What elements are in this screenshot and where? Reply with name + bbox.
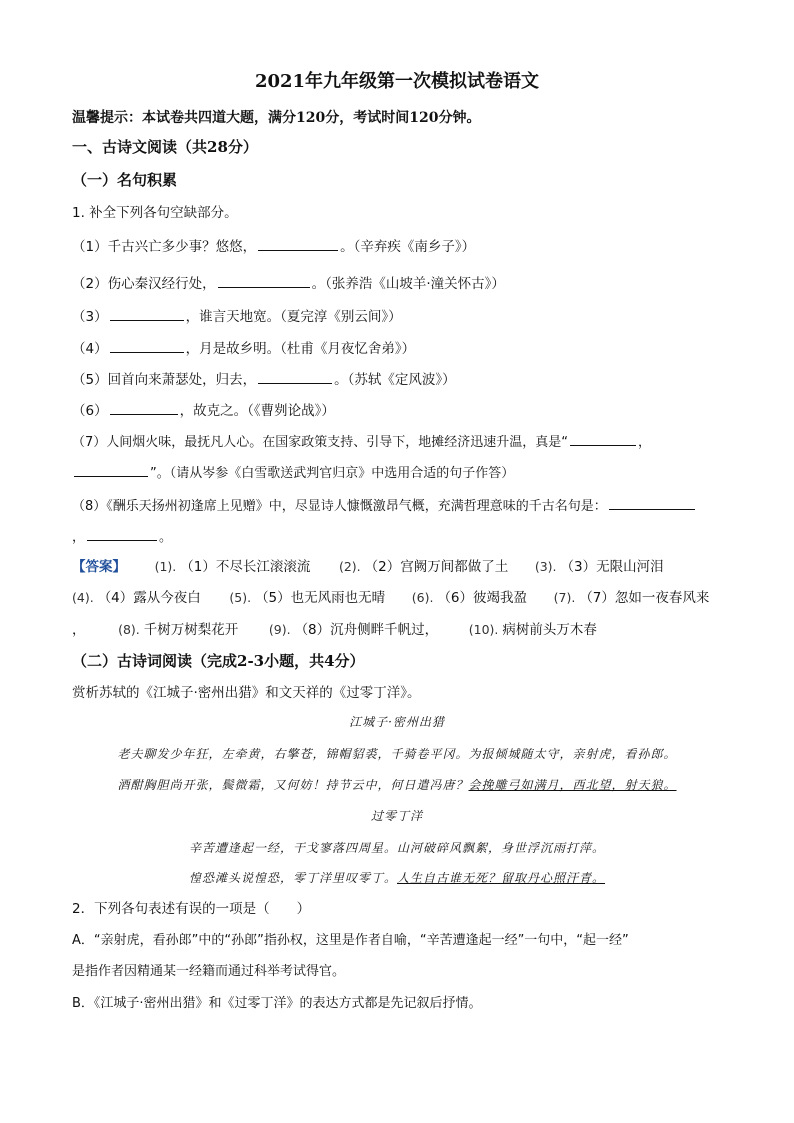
answer-number: (2). [338,559,361,574]
item-text: （5）回首向来萧瑟处，归去， [72,372,257,388]
poem-1-title: 江城子·密州出猎 [349,715,445,729]
answer-number: (9). [268,622,291,637]
answer-label: 【答案】 [72,559,126,575]
question-1-item-1 [72,236,475,257]
item-text: （1）千古兴亡多少事？悠悠， [72,239,257,255]
question-1-item-4 [72,338,415,359]
answer-text: （8）沉舟侧畔千帆过， [294,622,439,638]
answer-blank[interactable] [110,338,184,353]
question-2-stem: 2．下列各句表述有误的一项是（ ） [72,901,311,917]
question-2-option-a-cont: 是指作者因精通某一经籍而通过科举考试得官。 [72,964,346,979]
question-1-stem: 1. 补全下列各句空缺部分。 [72,205,238,221]
answer-blank[interactable] [218,273,310,288]
answer-number: (3). [534,559,557,574]
answer-number: (4). [72,590,94,605]
answer-blank[interactable] [110,400,178,415]
answer-blank[interactable] [258,236,338,251]
question-1-item-3 [72,306,402,327]
item-source: 。（张养浩《山坡羊·潼关怀古》） [311,276,505,292]
answer-text: （2）宫阙万间都做了土 [364,559,509,575]
item-text: （3） [72,309,108,325]
item-source: ，谁言天地宽。（夏完淳《别云间》） [185,309,402,325]
question-2-option-a[interactable]: A．“亲射虎，看孙郎”中的“孙郎”指孙权，这里是作者自喻，“辛苦遭逢起一经”一句中，“起一经” [72,933,629,948]
item-text: （2）伤心秦汉经行处， [72,276,216,292]
item-source: ”。（请从岑参《白雪歌送武判官归京》中选用合适的句子作答） [150,466,515,481]
answer-blank[interactable] [258,369,332,384]
item-source: 。（辛弃疾《南乡子》） [340,239,476,255]
answer-blank[interactable] [74,462,148,477]
answer-blank[interactable] [110,306,184,321]
comma: ， [638,435,652,450]
answer-number: (10). [468,622,499,637]
question-2-option-b[interactable]: B．《江城子·密州出猎》和《过零丁洋》的表达方式都是先记叙后抒情。 [72,996,482,1011]
answer-blank[interactable] [570,431,636,446]
answer-text: 千树万树梨花开 [143,622,239,638]
answer-number: (7). [553,590,576,605]
answer-number: (6). [411,590,434,605]
question-1-item-7-cont [72,462,514,484]
page-title: 2021年九年级第一次模拟试卷语文 [254,71,540,92]
poem-intro: 赏析苏轼的《江城子·密州出猎》和文天祥的《过零丁洋》。 [72,685,421,701]
poem-2-line-2 [0,868,794,888]
poem-text: 酒酣胸胆尚开张，鬓微霜，又何妨！持节云中，何日遣冯唐？ [117,778,469,792]
item-source: ，月是故乡明。（杜甫《月夜忆舍弟》） [185,341,416,357]
subsection-heading-1: （一）名句积累 [72,171,178,189]
question-1-item-5 [72,369,456,390]
exam-tip: 温馨提示：本试卷共四道大题，满分120分，考试时间120分钟。 [72,110,481,126]
poem-1-line-1: 老夫聊发少年狂，左牵黄，右擎苍，锦帽貂裘，千骑卷平冈。为报倾城随太守，亲射虎，看孙郎。 [117,747,677,761]
question-1-item-2 [72,273,505,294]
answer-line-3 [72,620,597,640]
answer-text: （4）露从今夜白 [97,590,201,606]
item-text: （4） [72,341,108,357]
answer-number: (5). [229,590,252,605]
poem-2-title: 过零丁洋 [370,809,423,823]
answer-text: 病树前头万木春 [502,622,597,638]
period: 。 [159,530,173,545]
answer-text: ， [72,622,86,638]
answer-blank[interactable] [609,495,695,510]
poem-underlined-text: 会挽雕弓如满月，西北望，射天狼。 [468,778,677,792]
item-source: ，故克之。（《曹刿论战》） [179,403,335,419]
question-1-item-7 [72,431,651,453]
item-text: （6） [72,403,108,419]
answer-text: （5）也无风雨也无晴 [255,590,386,606]
answer-text: （1）不尽长江滚滚流 [180,559,311,575]
answer-text: （3）无限山河泪 [560,559,664,575]
question-1-item-8 [72,495,697,517]
answer-line-2 [72,588,709,608]
question-1-item-6 [72,400,335,421]
poem-1-line-2 [0,775,794,795]
answer-number: (8). [118,622,140,637]
answer-blank[interactable] [87,526,157,541]
answer-text: （7）忽如一夜春风来 [579,590,710,606]
answer-text: （6）彼竭我盈 [437,590,528,606]
item-text: （8）《酬乐天扬州初逢席上见赠》中，尽显诗人慷慨激昂气概，充满哲理意味的千古名句是： [72,499,607,514]
question-1-item-8-cont [72,526,172,548]
subsection-heading-2: （二）古诗词阅读（完成2-3小题，共4分） [72,652,365,670]
item-text: （7）人间烟火味，最抚凡人心。在国家政策支持、引导下，地摊经济迅速升温，真是“ [72,435,569,450]
comma: ， [72,530,86,545]
poem-underlined-text: 人生自古谁无死？留取丹心照汗青。 [397,871,606,885]
answer-line-1 [72,557,664,577]
poem-2-line-1: 辛苦遭逢起一经，干戈寥落四周星。山河破碎风飘絮，身世浮沉雨打萍。 [188,841,605,855]
item-source: 。（苏轼《定风波》） [334,372,456,388]
answer-number: (1). [154,559,177,574]
poem-text: 惶恐滩头说惶恐，零丁洋里叹零丁。 [188,871,397,885]
section-heading-1: 一、古诗文阅读（共28分） [72,138,258,156]
